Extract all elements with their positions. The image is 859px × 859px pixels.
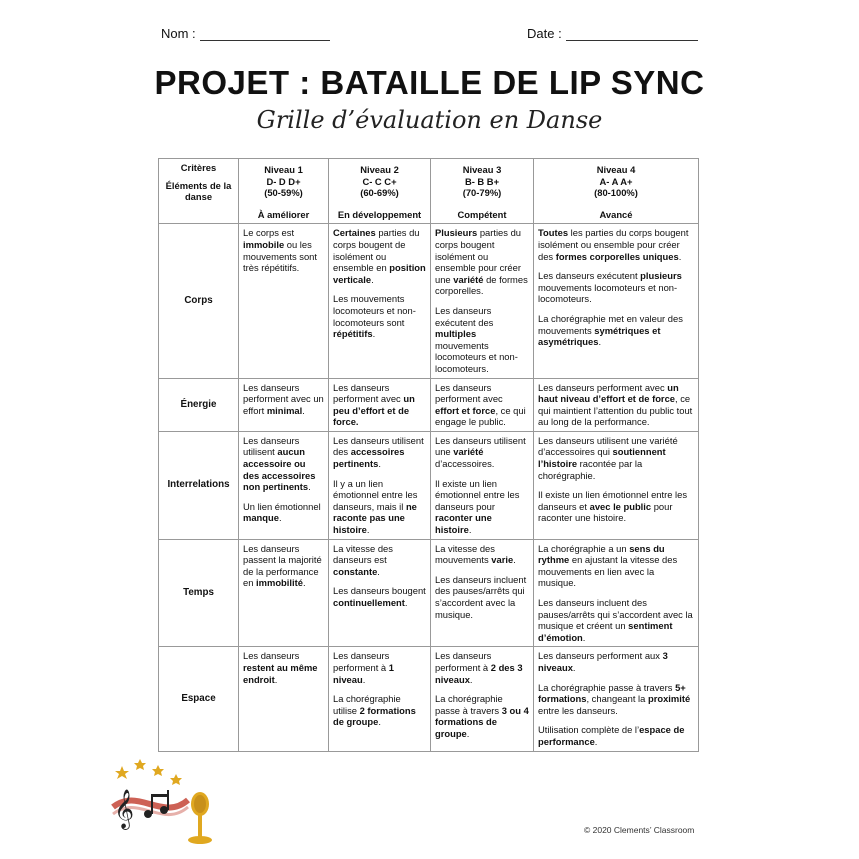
cell-text: d’accessoires. [435,458,495,470]
cell-text: Les danseurs performent à [435,650,492,673]
copyright-notice: © 2020 Clements’ Classroom [584,825,695,835]
cell-text: . [362,673,366,685]
cell-paragraph [333,543,426,578]
rubric-body [159,224,699,751]
cell-paragraph [538,682,694,717]
cell-text: Les danseurs performent avec un effort [243,381,324,416]
emphasis-text: continuellement [333,597,405,608]
emphasis-text: espace de performance [538,724,685,747]
name-field[interactable] [161,26,330,41]
rubric-cell [329,378,431,431]
cell-text: Les danseurs performent aux [538,650,663,662]
cell-paragraph [538,270,694,305]
date-line[interactable] [566,28,698,41]
rubric-header-row [159,159,699,224]
cell-paragraph [333,693,426,728]
rubric-cell [431,539,534,647]
rubric-cell [239,539,329,647]
emphasis-text: Toutes [538,227,569,239]
emphasis-text: position verticale [333,262,426,285]
cell-paragraph [243,501,324,524]
cell-paragraph [333,227,426,285]
criterion-label: Temps [159,539,239,647]
emphasis-text: 2 formations de groupe [333,704,416,728]
rubric-cell [534,224,699,378]
level-grades: C- C C+ [362,175,397,187]
level-grades: D- D D+ [266,175,301,187]
criterion-label: Corps [159,224,239,378]
cell-text: , changeant la [586,693,648,705]
emphasis-text: formes corporelles uniques [555,250,679,262]
emphasis-text: un peu d’effort et de force. [333,393,415,428]
rubric-cell [329,224,431,378]
rubric-table [158,158,699,752]
cell-paragraph [538,435,694,481]
cell-text: parties du corps bougent de isolément ou ensemble en [333,227,420,274]
emphasis-text: avec le public [589,500,652,512]
rubric-row [159,647,699,751]
emphasis-text: 3 ou 4 formations de groupe [435,704,529,739]
cell-text: . [378,716,381,728]
cell-text: Les danseurs incluent des pauses/arrêts qui s’accordent avec la musique et créent un [538,597,693,632]
criterion-label: Espace [159,647,239,751]
name-label: Nom : [161,26,196,41]
cell-paragraph [243,543,324,589]
cell-paragraph [538,724,694,747]
emphasis-text: varie [491,554,514,566]
emphasis-text: soutiennent l’histoire [538,446,666,470]
level-label: En développement [337,208,422,220]
rubric-cell [239,647,329,751]
cell-text: . [302,577,306,589]
cell-text: , ce qui engage le public. [435,404,526,428]
cell-text: . [302,404,305,416]
emphasis-text: variété [453,446,484,458]
rubric-row [159,431,699,539]
emphasis-text: 3 niveaux [538,650,668,673]
level-name: Niveau 2 [360,164,399,175]
cell-text: Les danseurs performent à [333,650,390,673]
cell-text: La vitesse des mouvements [435,542,495,566]
rubric-cell [239,378,329,431]
cell-paragraph [243,382,324,417]
emphasis-text: multiples [435,328,477,340]
cell-paragraph [435,435,529,470]
cell-text: . [278,512,282,524]
level-name: Niveau 1 [264,164,303,175]
rubric-cell [431,647,534,751]
level-3-header [431,159,534,224]
cell-text: Les danseurs utilisent [243,434,300,458]
emphasis-text: manque [243,512,279,524]
page-subtitle: Grille d’évaluation en Danse [256,106,603,134]
cell-text: . [468,524,472,536]
cell-text: Il y a un lien émotionnel entre les danseurs, mais il [333,477,418,512]
cell-paragraph [435,693,529,739]
emphasis-text: symétriques et asymétriques [538,324,661,348]
cell-text: Les danseurs performent avec [538,381,668,393]
cell-paragraph [435,382,529,428]
cell-paragraph [333,478,426,536]
rubric-cell [534,378,699,431]
cell-text: . [404,597,408,608]
cell-paragraph [333,585,426,608]
level-label: Compétent [457,208,507,220]
cell-text: Les danseurs exécutent des [435,304,494,328]
cell-text: . [466,727,470,739]
emphasis-text: variété [453,273,484,285]
cell-text: . [377,565,380,577]
cell-text: La chorégraphie a un [538,542,630,554]
cell-text: Les danseurs performent avec [435,381,503,405]
criteria-header-title: Critères [180,162,217,173]
emphasis-text: raconter une histoire [435,512,492,536]
cell-text: . [372,328,376,340]
emphasis-text: proximité [647,693,691,705]
cell-paragraph [538,543,694,589]
cell-text: . [308,481,311,493]
level-label: Avancé [599,208,633,220]
cell-text: . [572,661,576,673]
cell-text: mouvements locomoteurs et non-locomoteurs. [435,339,518,374]
cell-text: Les danseurs [243,650,300,662]
cell-text: Les danseurs exécutent [538,270,641,282]
emphasis-text: ne raconte pas une histoire [333,500,417,536]
emphasis-text: accessoires pertinents [333,446,405,470]
cell-paragraph [538,650,694,673]
cell-text: Les danseurs performent avec [333,381,404,405]
emphasis-text: 5+ formations [538,681,686,705]
cell-text: La chorégraphie passe à travers [538,681,676,693]
cell-paragraph [538,313,694,348]
emphasis-text: Certaines [333,227,376,239]
rubric-cell [534,431,699,539]
cell-paragraph [435,650,529,685]
emphasis-text: constante [333,565,378,577]
level-1-header [239,159,329,224]
cell-text: Les danseurs incluent des pauses/arrêts qui s’accordent avec la musique. [435,573,527,620]
cell-paragraph [538,489,694,524]
level-label: À améliorer [257,208,310,220]
cell-paragraph [333,650,426,685]
date-label: Date : [527,26,562,41]
level-grades: A- A A+ [599,175,633,187]
emphasis-text: 1 niveau [333,661,394,685]
cell-text: . [378,458,381,470]
cell-text: de formes corporelles. [435,273,528,297]
cell-text: La chorégraphie met en valeur des mouvements [538,312,683,336]
level-range: (80-100%) [594,187,638,199]
name-line[interactable] [200,28,330,41]
cell-text: Un lien émotionnel [243,500,321,512]
cell-text: La chorégraphie passe à travers [435,693,503,716]
cell-paragraph [435,478,529,536]
cell-paragraph [435,227,529,297]
cell-text: , ce qui maintient l’attention du public tout au long de la performance. [538,393,693,428]
cell-text: La chorégraphie utilise [333,693,401,716]
criteria-header [159,159,239,224]
rubric-row [159,539,699,647]
cell-text: Les danseurs passent la majorité de la performance en [243,542,322,589]
rubric-cell [329,647,431,751]
cell-paragraph [538,597,694,643]
cell-text: mouvements locomoteurs et non-locomoteurs. [538,281,678,305]
emphasis-text: 2 des 3 niveaux [435,661,523,685]
cell-text: pour raconter une histoire. [538,500,673,524]
cell-text: . [274,673,278,685]
emphasis-text: aucun accessoire ou des accessoires non pertinents [243,446,316,493]
date-field[interactable] [527,26,698,41]
cell-text: Les danseurs bougent [333,585,426,597]
cell-text: Il existe un lien émotionnel entre les danseurs et [538,489,688,512]
rubric-row [159,378,699,431]
rubric-cell [329,431,431,539]
cell-text: Le corps est [243,227,295,239]
rubric-cell [239,224,329,378]
emphasis-text: un haut niveau d’effort et de force [538,381,679,405]
cell-paragraph [435,574,529,620]
criteria-header-subtitle: Éléments de la danse [165,179,232,203]
cell-text: racontée par la chorégraphie. [538,458,643,481]
cell-text: Les danseurs utilisent des [333,434,424,458]
level-range: (60-69%) [360,187,399,199]
cell-paragraph [243,227,324,273]
level-grades: B- B B+ [464,175,500,187]
rubric-cell [431,224,534,378]
level-name: Niveau 3 [462,164,502,175]
cell-text: les parties du corps bougent isolément ou ensemble pour créer des [538,227,689,262]
cell-text: en ajustant la vitesse des mouvements en lien avec la musique. [538,554,678,589]
level-range: (70-79%) [462,187,502,199]
level-2-header [329,159,431,224]
cell-text: La vitesse des danseurs est [333,542,393,566]
cell-paragraph [243,435,324,493]
cell-text: entre les danseurs. [538,704,618,716]
svg-text:𝄞: 𝄞 [114,789,135,829]
emphasis-text: restent au même endroit [243,661,318,685]
cell-text: . [598,336,602,348]
cell-text: . [678,250,682,262]
cell-text: Les danseurs utilisent une variété d’accessoires qui [538,434,678,458]
level-name: Niveau 4 [596,164,636,175]
cell-text: Il existe un lien émotionnel entre les danseurs pour [435,477,520,512]
cell-paragraph [435,543,529,566]
emphasis-text: sens du rythme [538,542,665,566]
cell-paragraph [333,435,426,470]
page-title: PROJET : BATAILLE DE LIP SYNC [154,64,705,101]
cell-text: . [371,273,374,285]
emphasis-text: sentiment d’émotion [538,620,673,643]
rubric-cell [534,647,699,751]
level-4-header [534,159,699,224]
cell-text: ou les mouvements sont très répétitifs. [243,238,317,274]
rubric-cell [431,431,534,539]
level-range: (50-59%) [264,187,303,199]
cell-text: Les mouvements locomoteurs et non-locomoteurs sont [333,293,416,328]
cell-paragraph [333,293,426,339]
emphasis-text: immobilité [256,577,303,589]
cell-paragraph [333,382,426,428]
cell-text: . [469,673,473,685]
rubric-cell [239,431,329,539]
emphasis-text: minimal [266,404,303,416]
cell-text: . [582,631,586,643]
emphasis-text: répétitifs [333,328,373,340]
criterion-label: Énergie [159,378,239,431]
rubric-cell [329,539,431,647]
emphasis-text: immobile [243,238,285,250]
cell-text: parties du corps bougent isolément ou ensemble pour créer une [435,227,521,285]
cell-paragraph [538,227,694,262]
cell-paragraph [243,650,324,685]
music-notes-microphone-icon [108,752,223,852]
cell-text: . [366,524,370,536]
rubric-cell [534,539,699,647]
emphasis-text: Plusieurs [435,227,478,239]
rubric-cell [431,378,534,431]
rubric-row [159,224,699,378]
cell-paragraph [538,382,694,428]
cell-paragraph [435,305,529,375]
cell-text: Utilisation complète de l’ [538,724,640,736]
emphasis-text: plusieurs [640,270,682,282]
cell-text: Les danseurs utilisent une [435,434,526,458]
cell-text: . [594,735,598,747]
emphasis-text: effort et force [435,404,496,416]
criterion-label: Interrelations [159,431,239,539]
cell-text: . [513,554,516,566]
